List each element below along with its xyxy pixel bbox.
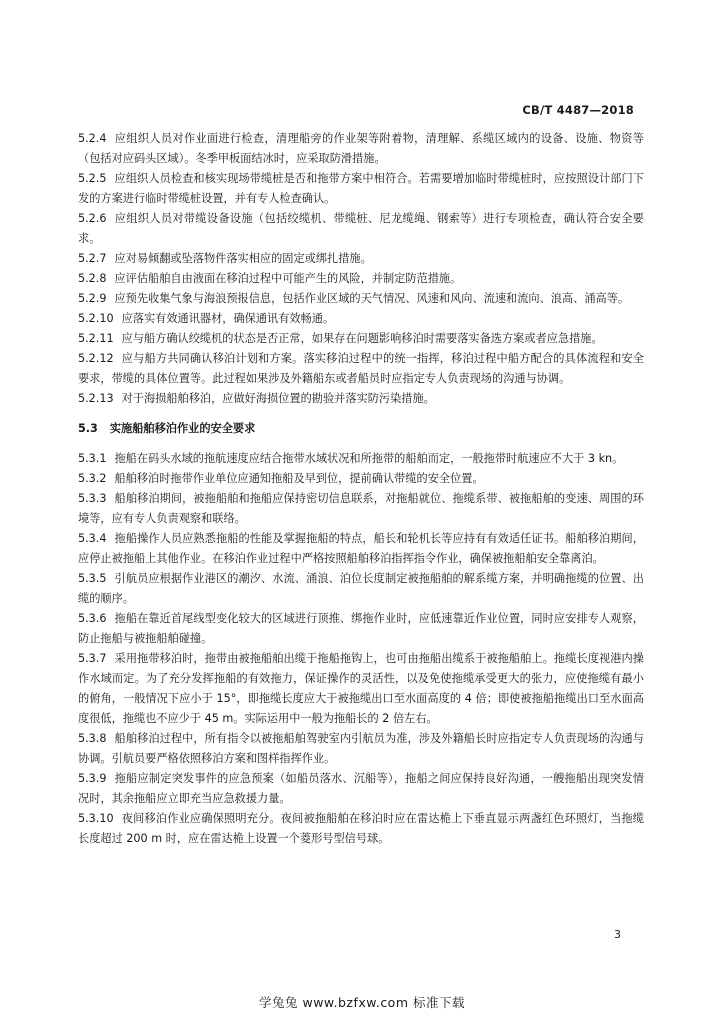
clause-number: 5.2.12 [78,352,114,365]
clause-5-3-4 [78,529,644,569]
clause-5-2-11 [78,329,644,349]
clause-5-3-3 [78,489,644,529]
clause-5-2-8 [78,269,644,289]
clause-text: 船舶移泊期间，被拖船舶和拖船应保持密切信息联系，对拖船就位、拖缆系带、被拖船舶的变速、周围的环境等，应有专人负责观察和联络。 [78,492,644,525]
clause-number: 5.2.4 [78,132,107,145]
clause-number: 5.2.7 [78,252,107,265]
clause-5-2-4 [78,129,644,169]
clause-5-2-12 [78,349,644,389]
page-number: 3 [614,928,621,941]
clause-number: 5.3.3 [78,492,107,505]
clause-number: 5.2.11 [78,332,114,345]
clause-text: 应组织人员对作业面进行检查，清理船旁的作业架等附着物，清理解、系缆区域内的设备、设施、物资等（包括对应码头区域）。冬季甲板面结冰时，应采取防滑措施。 [78,132,644,165]
clause-5-3-8 [78,729,644,769]
clause-text: 船舶移泊过程中，所有指令以被拖船舶驾驶室内引航员为准，涉及外籍船长时应指定专人负责现场的沟通与协调。引航员要严格依照移泊方案和图样指挥作业。 [78,732,644,765]
clause-text: 应预先收集气象与海浪预报信息，包括作业区域的天气情况、风速和风向、流速和流向、浪高、涌高等。 [114,292,630,305]
clause-5-2-7 [78,249,644,269]
clause-text: 应组织人员检查和核实现场带缆桩是否和拖带方案中相符合。若需要增加临时带缆桩时，应按照设计部门下发的方案进行临时带缆桩设置，并有专人检查确认。 [78,172,644,205]
clause-5-3-1 [78,449,644,469]
clause-number: 5.3.7 [78,652,107,665]
clause-5-3-9 [78,769,644,809]
clause-text: 应与船方共同确认移泊计划和方案。落实移泊过程中的统一指挥，移泊过程中船方配合的具体流程和安全要求，带缆的具体位置等。此过程如果涉及外籍船东或者船员时应指定专人负责现场的沟通与协调。 [78,352,644,385]
section-title: 实施船舶移泊作业的安全要求 [109,422,256,435]
clause-5-3-6 [78,609,644,649]
clause-5-2-10 [78,309,644,329]
clause-text: 拖船操作人员应熟悉拖船的性能及掌握拖船的特点，船长和轮机长等应持有有效适任证书。船舶移泊期间，应停止被拖船上其他作业。在移泊作业过程中严格按照船舶移泊指挥指令作业，确保被拖船舶安全靠离泊。 [78,532,644,565]
clause-text: 应落实有效通讯器材，确保通讯有效畅通。 [121,312,335,325]
clause-text: 应评估船舶自由液面在移泊过程中可能产生的风险，并制定防范措施。 [114,272,462,285]
clause-number: 5.3.9 [78,772,107,785]
clauses-5-3 [78,449,644,849]
clause-number: 5.2.5 [78,172,107,185]
clause-text: 夜间移泊作业应确保照明充分。夜间被拖船舶在移泊时应在雷达桅上下垂直显示两盏红色环照灯，当拖缆长度超过 200 m 时，应在雷达桅上设置一个菱形号型信号球。 [78,812,644,845]
clause-text: 拖船在码头水域的拖航速度应结合拖带水域状况和所拖带的船舶而定，一般拖带时航速应不大于 3 kn。 [114,452,624,465]
clause-text: 应组织人员对带缆设备设施（包括绞缆机、带缆桩、尼龙缆绳、钢索等）进行专项检查，确认符合安全要求。 [78,212,644,245]
clause-5-3-7 [78,649,644,729]
clause-number: 5.3.2 [78,472,107,485]
clause-number: 5.3.10 [78,812,114,825]
clause-5-2-5 [78,169,644,209]
section-number: 5.3 [78,422,98,435]
clause-5-2-9 [78,289,644,309]
clause-5-2-6 [78,209,644,249]
section-heading [78,419,644,439]
clause-text: 船舶移泊时拖带作业单位应通知拖船及早到位，提前确认带缆的安全位置。 [114,472,484,485]
clause-number: 5.3.6 [78,612,107,625]
clause-number: 5.2.6 [78,212,107,225]
clauses-5-2 [78,129,644,409]
clause-number: 5.2.9 [78,292,107,305]
clause-text: 应与船方确认绞缆机的状态是否正常，如果存在问题影响移泊时需要落实备选方案或者应急措施。 [121,332,603,345]
clause-number: 5.3.1 [78,452,107,465]
clause-text: 拖船应制定突发事件的应急预案（如船员落水、沉船等），拖船之间应保持良好沟通，一艘拖船出现突发情况时，其余拖船应立即充当应急救援力量。 [78,772,644,805]
clause-number: 5.2.10 [78,312,114,325]
clause-text: 采用拖带移泊时，拖带由被拖船舶出缆于拖船拖钩上，也可由拖船出缆系于被拖船舶上。拖缆长度视港内操作水域而定。为了充分发挥拖船的有效拖力，保证操作的灵活性，以及免使拖缆承受更大的张力，应使拖缆有最小的俯角，一般情况下应小于 15°，即拖缆长度应大于被拖缆出口至水面高度的 4 倍；即使被拖船拖缆出口至水面高度很低，拖缆也不应少于 45 m。实际运用中一般为拖船长的 2 倍左右。 [78,652,644,725]
clause-5-3-5 [78,569,644,609]
clause-number: 5.3.5 [78,572,107,585]
document-body [78,129,644,849]
clause-number: 5.3.8 [78,732,107,745]
document-code: CB/T 4487—2018 [522,103,634,117]
clause-text: 对于海损船舶移泊，应做好海损位置的勘验并落实防污染措施。 [121,392,435,405]
clause-5-2-13 [78,389,644,409]
clause-text: 应对易倾翻或坠落物件落实相应的固定或绑扎措施。 [114,252,372,265]
clause-text: 拖船在靠近首尾线型变化较大的区域进行顶推、绑拖作业时，应低速靠近作业位置，同时应安排专人观察，防止拖船与被拖船舶碰撞。 [78,612,644,645]
clause-number: 5.2.8 [78,272,107,285]
clause-number: 5.3.4 [78,532,107,545]
footer-watermark: 学兔兔 www.bzfxw.com 标准下载 [259,995,465,1010]
clause-5-3-10 [78,809,644,849]
clause-5-3-2 [78,469,644,489]
clause-text: 引航员应根据作业港区的潮汐、水流、涌浪、泊位长度制定被拖船舶的解系缆方案，并明确拖缆的位置、出缆的顺序。 [78,572,644,605]
clause-number: 5.2.13 [78,392,114,405]
